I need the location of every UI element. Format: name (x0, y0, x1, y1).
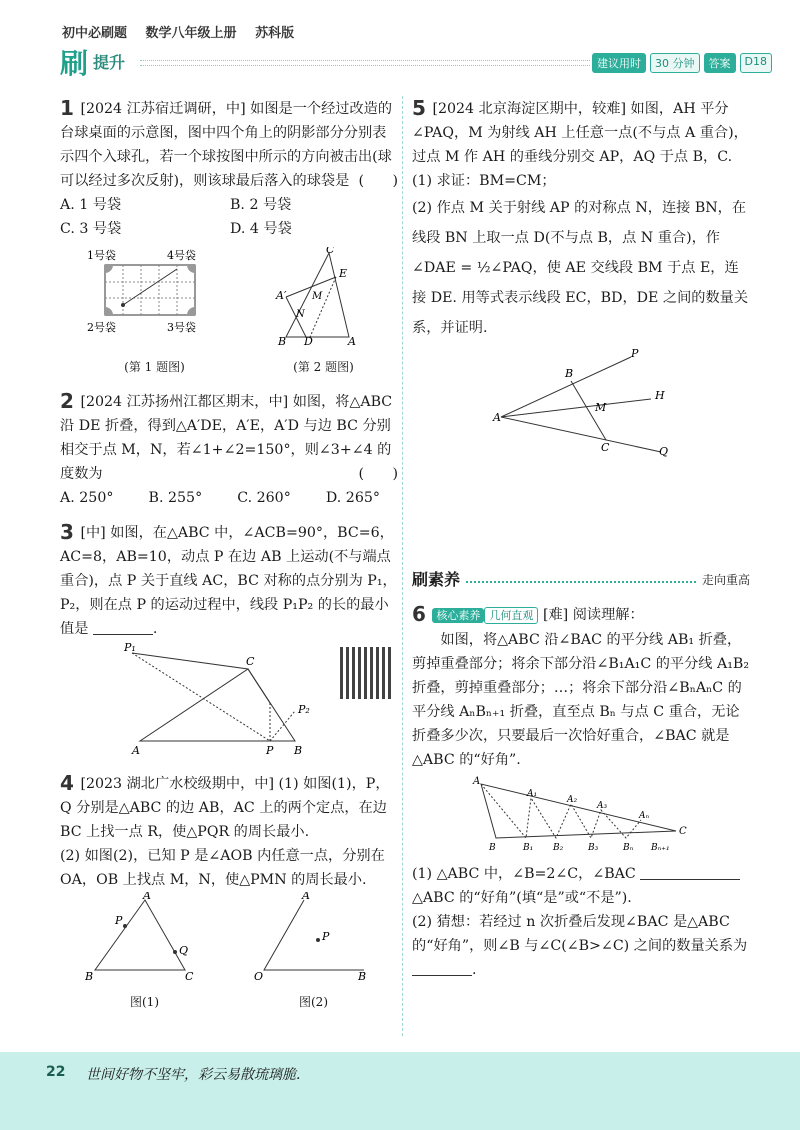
svg-text:A: A (132, 744, 140, 756)
header-series (62, 22, 308, 41)
edition-title: 苏科版 (255, 26, 295, 41)
svg-text:A: A (301, 892, 310, 902)
svg-text:P: P (114, 914, 122, 927)
question-number: 1 (60, 96, 74, 120)
subject-title: 数学八年级上册 (145, 26, 237, 41)
option-c[interactable]: C. 260° (237, 490, 291, 506)
svg-text:B: B (84, 970, 93, 982)
pocket-1-label: 1号袋 (86, 249, 116, 262)
svg-text:P: P (631, 347, 639, 360)
svg-text:B: B (357, 970, 366, 982)
angle-aob-figure (254, 892, 374, 982)
right-column (412, 96, 750, 992)
svg-text:M: M (595, 401, 607, 414)
svg-text:C: C (246, 655, 255, 668)
qr-code[interactable] (340, 647, 392, 699)
answer-bracket: ( ) (358, 466, 398, 482)
svg-text:C: C (601, 441, 610, 454)
figure-1-caption: (第 1 题图) (124, 360, 185, 374)
answer-blank-2[interactable] (412, 962, 472, 976)
footer-motto: 世间好物不坚牢，彩云易散琉璃脆. (86, 1067, 301, 1083)
option-b[interactable]: B. 2 号袋 (230, 197, 292, 213)
figure-4-1 (85, 892, 205, 1014)
question-text: [2024 江苏扬州江都区期末，中] 如图，将△ABC 沿 DE 折叠，得到△A′DE，A′E，A′D 与边 BC 分别相交于点 M，N，若∠1+∠2=150°，则∠3+∠4 的度数为 (60, 394, 393, 482)
figure-4-2 (254, 892, 374, 1014)
pocket-4-label: 4号袋 (166, 249, 196, 262)
svg-text:P: P (266, 744, 274, 756)
brand-small: 提升 (93, 53, 126, 72)
svg-text:A₁: A₁ (527, 789, 538, 799)
svg-text:Aₙ: Aₙ (639, 811, 650, 821)
svg-text:Bₙ₊₁: Bₙ₊₁ (651, 843, 670, 853)
figure-4-1-caption: 图(1) (130, 995, 159, 1009)
answer-bracket: ( ) (358, 173, 398, 189)
left-column (60, 96, 398, 1024)
pocket-3-label: 3号袋 (166, 321, 196, 334)
svg-text:N: N (295, 309, 305, 320)
svg-text:B: B (294, 744, 303, 756)
question-number: 6 (412, 602, 426, 626)
figure-3-wrap (60, 641, 398, 761)
part-1 (412, 862, 750, 886)
figure-3 (120, 641, 310, 756)
svg-text:C: C (184, 970, 193, 982)
question-number: 3 (60, 520, 74, 544)
svg-text:P₂: P₂ (298, 703, 310, 716)
figure-5 (491, 347, 671, 457)
part-2: (2) 猜想：若经过 n 次折叠后发现∠BAC 是△ABC 的“好角”，则∠B 与∠C(∠B>∠C) 之间的数量关系为 . (412, 914, 748, 978)
section-dots (466, 577, 696, 583)
svg-text:B₃: B₃ (588, 843, 599, 853)
question-number: 2 (60, 389, 74, 413)
pocket-2-label: 2号袋 (86, 321, 116, 334)
figures-row-4 (60, 892, 398, 1014)
svg-text:M: M (311, 291, 322, 302)
figure-6 (471, 776, 691, 856)
option-a[interactable]: A. 250° (60, 490, 114, 506)
answer-label: 答案 (704, 53, 736, 73)
spacer (412, 467, 750, 562)
question-text: 如图，将△ABC 沿∠BAC 的平分线 AB₁ 折叠，剪掉重叠部分；将余下部分沿∠B₁A₁C 的平分线 A₁B₂ 折叠，剪掉重叠部分；…；将余下部分沿∠BₙAₙC 的平分线 AₙBₙ₊₁ 折叠，直至点 Bₙ 与点 C 重合，无论折叠多少次，只要最后一次恰好重合，∠BAC 就是△ABC 的“好角”. (412, 632, 750, 768)
svg-text:A′: A′ (275, 289, 286, 302)
svg-text:B₁: B₁ (523, 843, 534, 853)
question-number: 4 (60, 771, 74, 795)
option-b[interactable]: B. 255° (148, 490, 203, 506)
svg-text:A: A (347, 335, 356, 347)
answer-blank[interactable] (93, 621, 153, 635)
svg-text:B: B (565, 367, 574, 380)
question-4 (60, 771, 398, 1014)
fold-figure (274, 247, 374, 347)
options (60, 193, 398, 241)
billiard-figure (85, 247, 225, 347)
section-header (412, 568, 750, 592)
brand-big: 刷 (60, 47, 89, 80)
header-divider (140, 60, 590, 66)
figure-2 (274, 247, 374, 379)
section-brand (60, 42, 150, 80)
time-label: 建议用时 (592, 53, 646, 73)
svg-text:Q: Q (659, 445, 669, 457)
svg-text:P₁: P₁ (124, 641, 136, 654)
option-d[interactable]: D. 4 号袋 (230, 221, 292, 237)
question-text: [中] 如图，在△ABC 中，∠ACB=90°，BC=6，AC=8，AB=10，动点 P 在边 AB 上运动(不与端点重合)，点 P 关于直线 AC，BC 对称的点分别为 P₁，P₂，则在点 P 的运动过程中，线段 P₁P₂ 的长的最小值是 (60, 525, 397, 637)
figure-1 (85, 247, 225, 379)
svg-text:C: C (679, 826, 687, 837)
badge-geometry: 几何直观 (484, 607, 538, 624)
question-text-2: (2) 如图(2)，已知 P 是∠AOB 内任意一点，分别在 OA，OB 上找点 M，N，使△PMN 的周长最小. (60, 848, 385, 888)
svg-text:D: D (303, 335, 313, 347)
svg-text:B₂: B₂ (553, 843, 564, 853)
figure-4-2-caption: 图(2) (299, 995, 328, 1009)
series-title: 初中必刷题 (62, 26, 128, 41)
question-5 (412, 96, 750, 457)
part-1b: △ABC 的“好角”(填“是”或“不是”). (412, 890, 632, 906)
question-text: [2024 北京海淀区期中，较难] 如图，AH 平分∠PAQ，M 为射线 AH 上任意一点(不与点 A 重合)，过点 M 作 AH 的垂线分别交 AP，AQ 于点 B，C. (412, 101, 748, 165)
part-2-text: (2) 猜想：若经过 n 次折叠后发现∠BAC 是△ABC 的“好角”，则∠B 与∠C(∠B>∠C) 之间的数量关系为 (412, 914, 748, 954)
option-a[interactable]: A. 1 号袋 (60, 197, 122, 213)
question-3: 3 [中] 如图，在△ABC 中，∠ACB=90°，BC=6，AC=8，AB=10，动点 P 在边 AB 上运动(不与端点重合)，点 P 关于直线 AC，BC 对称的点分别为 P₁，P₂，则在点 P 的运动过程中，线段 P₁P₂ 的长的最小值是 . P₁ C P₂ A P B (60, 520, 398, 761)
svg-text:B: B (277, 335, 286, 347)
svg-text:B: B (489, 843, 496, 853)
question-number: 5 (412, 96, 426, 120)
part-1-text: (1) △ABC 中，∠B=2∠C，∠BAC (412, 866, 636, 882)
svg-text:Q: Q (178, 944, 188, 957)
question-text-1: [2023 湖北广水校级期中，中] (1) 如图(1)，P，Q 分别是△ABC 的边 AB，AC 上的两个定点，在边 BC 上找一点 R，使△PQR 的周长最小. (60, 776, 390, 840)
svg-text:E: E (338, 267, 347, 280)
question-1 (60, 96, 398, 379)
option-c[interactable]: C. 3 号袋 (60, 221, 122, 237)
svg-text:A: A (142, 892, 151, 902)
answer-value: D18 (740, 53, 772, 73)
triangle-pqr-figure (85, 892, 205, 982)
svg-text:A₂: A₂ (567, 795, 578, 805)
part-2: (2) 作点 M 关于射线 AP 的对称点 N，连接 BN，在线段 BN 上取一点 D(不与点 B，点 N 重合)，作∠DAE = ½∠PAQ，使 AE 交线段 BM 于点 E，连接 DE. 用等式表示线段 EC，BD，DE 之间的数量关系，并证明. (412, 200, 749, 336)
options (60, 486, 380, 510)
badge-core: 核心素养 (432, 608, 484, 623)
part-1: (1) 求证：BM=CM； (412, 173, 556, 189)
time-value: 30 分钟 (650, 53, 700, 73)
svg-text:C: C (325, 247, 334, 256)
option-d[interactable]: D. 265° (325, 490, 380, 506)
svg-text:P: P (321, 930, 329, 943)
svg-text:O: O (253, 970, 263, 982)
section-right: 走向重高 (701, 573, 750, 587)
figures-row (60, 247, 398, 379)
footer (0, 1052, 800, 1130)
question-6 (412, 602, 750, 982)
header-tags (592, 53, 772, 73)
page-number: 22 (46, 1064, 66, 1080)
answer-blank-1[interactable] (640, 866, 740, 880)
question-text: [2024 江苏宿迁调研，中] 如图是一个经过改造的台球桌面的示意图，图中四个角上的阴影部分分别表示四个入球孔，若一个球按图中所示的方向被击出(球可以经过多次反射)，则该球最后落入的球袋是 (60, 101, 393, 189)
section-title: 刷素养 (412, 570, 461, 589)
svg-text:Bₙ: Bₙ (623, 843, 634, 853)
svg-text:H: H (655, 389, 665, 402)
svg-text:A: A (473, 776, 481, 787)
question-tail: [难] 阅读理解： (542, 607, 644, 623)
svg-text:A₃: A₃ (597, 801, 608, 811)
column-divider (402, 96, 403, 1036)
figure-2-caption: (第 2 题图) (293, 360, 354, 374)
question-2 (60, 389, 398, 510)
svg-text:A: A (493, 411, 501, 424)
